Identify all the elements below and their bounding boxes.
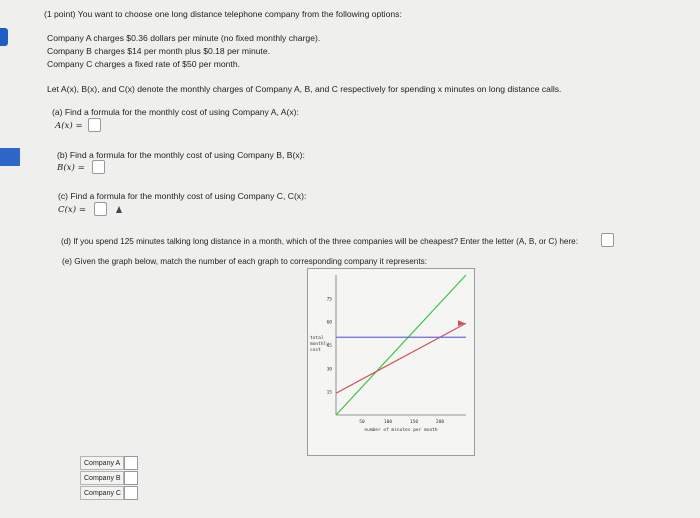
mouse-cursor-icon bbox=[116, 206, 122, 213]
y-tick-label: 15 bbox=[326, 390, 332, 396]
part-c-prompt: (c) Find a formula for the monthly cost of using Company C, C(x): bbox=[58, 191, 307, 201]
x-tick-label: 200 bbox=[435, 420, 445, 425]
part-b-answer-input[interactable] bbox=[92, 160, 105, 174]
y-tick-label: 75 bbox=[326, 297, 332, 303]
series-line-2 bbox=[336, 323, 466, 393]
side-tab-indicator-secondary bbox=[0, 148, 20, 166]
matching-row-company-a bbox=[80, 456, 140, 471]
y-tick-label: 30 bbox=[326, 367, 332, 373]
company-graph bbox=[307, 268, 475, 456]
part-d-prompt: (d) If you spend 125 minutes talking long distance in a month, which of the three companies will be cheapest? Enter the letter (A, B, or C) here: bbox=[61, 237, 578, 246]
definition-text: Let A(x), B(x), and C(x) denote the monthly charges of Company A, B, and C respectively for spending x minutes on long distance calls. bbox=[47, 84, 562, 94]
company-b-description: Company B charges $14 per month plus $0.18 per minute. bbox=[47, 46, 271, 56]
matching-label-company-b: Company B bbox=[80, 471, 124, 485]
side-tab-indicator bbox=[0, 28, 8, 46]
x-tick-label: 150 bbox=[409, 420, 419, 425]
matching-input-company-c[interactable] bbox=[124, 486, 138, 500]
x-tick-label: 50 bbox=[359, 420, 365, 425]
matching-row-company-b bbox=[80, 471, 140, 486]
matching-label-company-c: Company C bbox=[80, 486, 124, 500]
problem-header: (1 point) You want to choose one long distance telephone company from the following options: bbox=[44, 9, 402, 19]
series-line-1 bbox=[336, 275, 466, 415]
part-b-prompt: (b) Find a formula for the monthly cost of using Company B, B(x): bbox=[57, 150, 305, 160]
part-a-answer-input[interactable] bbox=[88, 118, 101, 132]
y-tick-label: 60 bbox=[326, 320, 332, 326]
x-tick-label: 100 bbox=[383, 420, 393, 425]
part-c-answer-input[interactable] bbox=[94, 202, 107, 216]
part-b-lhs: B(x) = bbox=[57, 163, 85, 173]
part-c-lhs: C(x) = bbox=[58, 205, 87, 215]
matching-table bbox=[80, 456, 140, 501]
y-axis-label: total bbox=[310, 336, 324, 341]
part-a-lhs: A(x) = bbox=[55, 121, 83, 131]
part-a-prompt: (a) Find a formula for the monthly cost of using Company A, A(x): bbox=[52, 107, 299, 117]
part-d-answer-input[interactable] bbox=[601, 233, 614, 247]
y-tick-label: 45 bbox=[326, 344, 332, 349]
part-e-prompt: (e) Given the graph below, match the number of each graph to corresponding company it represents: bbox=[62, 257, 428, 266]
x-axis-label: number of minutes per month bbox=[364, 428, 438, 433]
matching-row-company-c bbox=[80, 486, 140, 501]
matching-input-company-b[interactable] bbox=[124, 471, 138, 485]
matching-input-company-a[interactable] bbox=[124, 456, 138, 470]
y-axis-label: monthly bbox=[310, 342, 329, 347]
y-axis-label: cost bbox=[310, 348, 321, 353]
company-c-description: Company C charges a fixed rate of $50 per month. bbox=[47, 59, 240, 69]
matching-label-company-a: Company A bbox=[80, 456, 124, 470]
company-graph-svg bbox=[308, 269, 474, 455]
company-a-description: Company A charges $0.36 dollars per minute (no fixed monthly charge). bbox=[47, 33, 321, 43]
